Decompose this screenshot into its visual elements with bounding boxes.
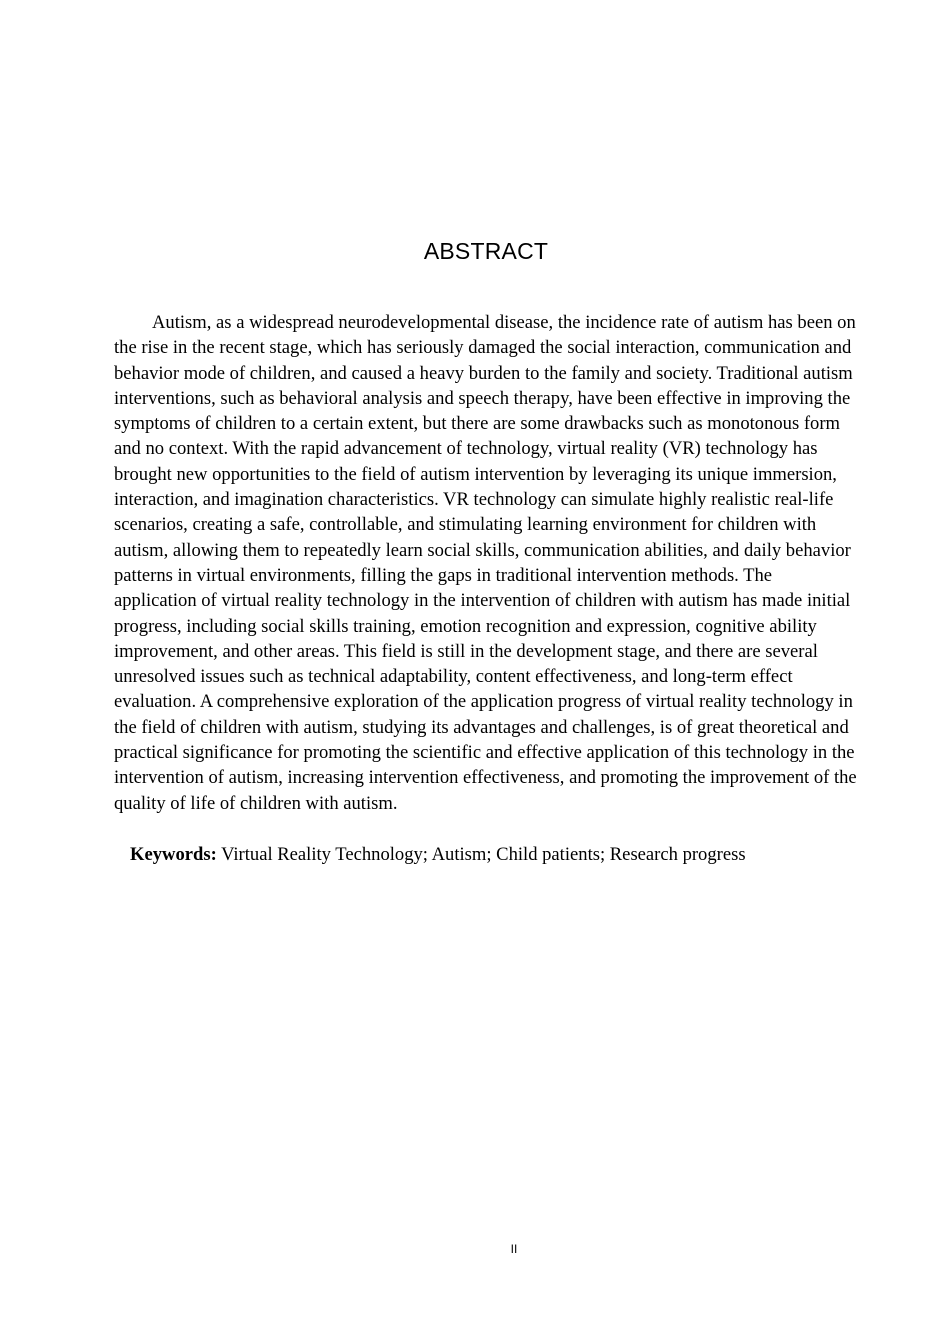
- abstract-heading: ABSTRACT: [423, 238, 549, 264]
- abstract-paragraph: Autism, as a widespread neurodevelopmental disease, the incidence rate of autism has been on the rise in the recent stage, which has seriously damaged the social interaction, communication and behavior mode of children, and caused a heavy burden to the family and society. Traditional autism interventions, such as behavioral analysis and speech therapy, have been effective in improving the symptoms of children to a certain extent, but there are some drawbacks such as monotonous form and no context. With the rapid advancement of technology, virtual reality (VR) technology has brought new opportunities to the field of autism intervention by leveraging its unique immersion, interaction, and imagination characteristics. VR technology can simulate highly realistic real-life scenarios, creating a safe, controllable, and stimulating learning environment for children with autism, allowing them to repeatedly learn social skills, communication abilities, and daily behavior patterns in virtual environments, filling the gaps in traditional intervention methods. The application of virtual reality technology in the intervention of children with autism has made initial progress, including social skills training, emotion recognition and expression, cognitive ability improvement, and other areas. This field is still in the development stage, and there are several unresolved issues such as technical adaptability, content effectiveness, and long-term effect evaluation. A comprehensive exploration of the application progress of virtual reality technology in the field of children with autism, studying its advantages and challenges, is of great theoretical and practical significance for promoting the scientific and effective application of this technology in the intervention of autism, increasing intervention effectiveness, and promoting the improvement of the quality of life of children with autism.: [114, 312, 857, 814]
- keywords-label: Keywords:: [130, 844, 217, 865]
- keywords-text: Virtual Reality Technology; Autism; Child patients; Research progress: [216, 844, 746, 865]
- keywords-line: [130, 842, 860, 867]
- page-number: II: [510, 1242, 518, 1256]
